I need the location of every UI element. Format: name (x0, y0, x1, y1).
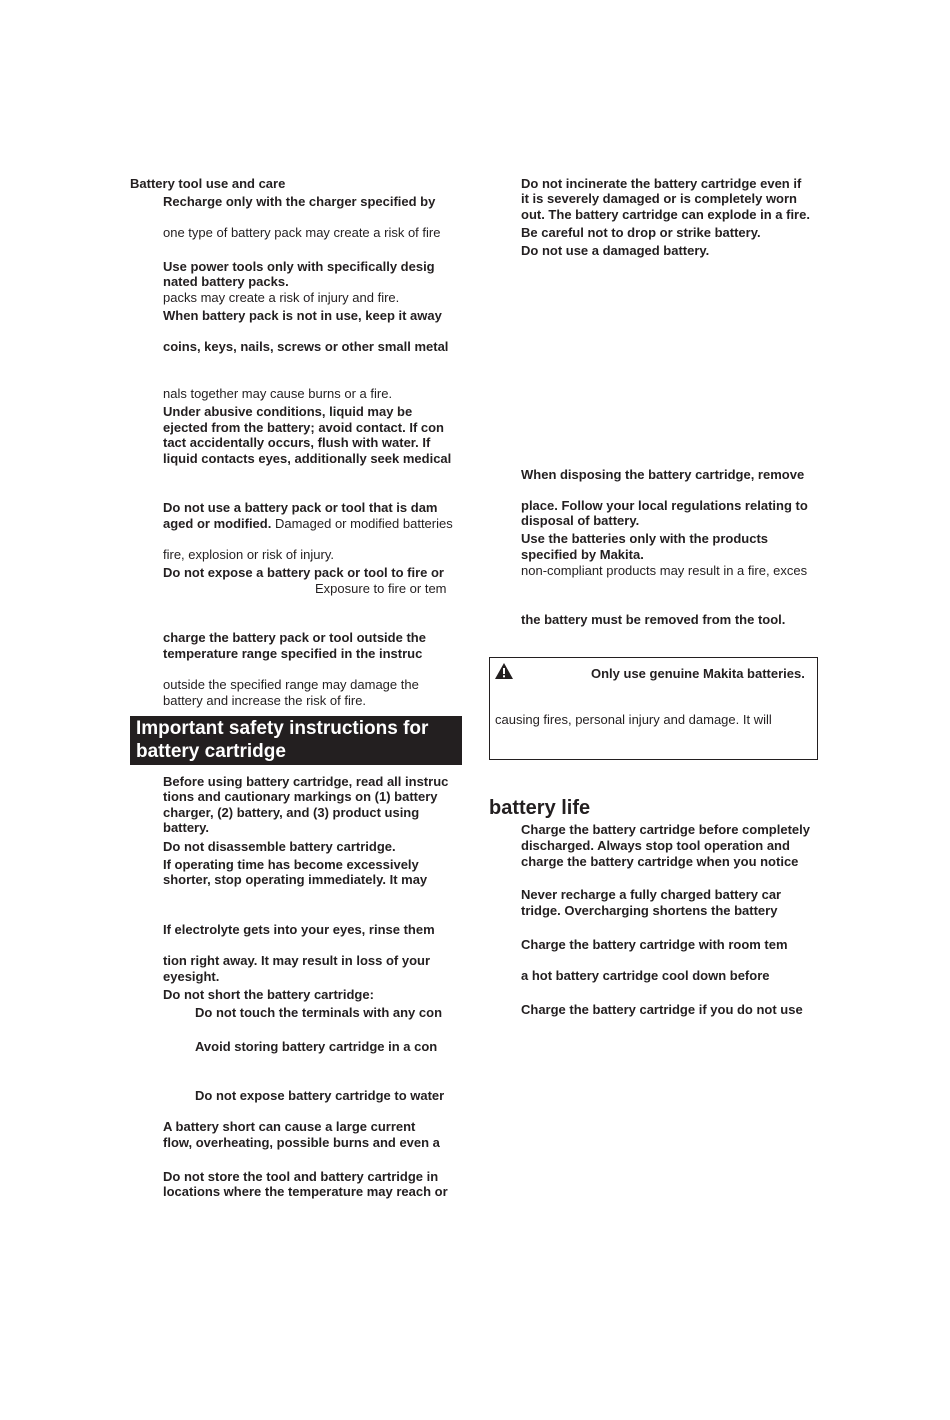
text-line: battery and increase the risk of fire. (163, 693, 367, 708)
text-line: Do not use a damaged battery. (521, 243, 710, 258)
text-line: battery. (163, 820, 209, 835)
text-line: charge the battery pack or tool outside the (163, 630, 426, 645)
text-line: Charge the battery cartridge if you do not use (521, 1002, 803, 1017)
text-line: When battery pack is not in use, keep it away (163, 308, 442, 323)
text-line: Exposure to fire or tem (315, 581, 447, 596)
text-line: Do not short the battery cartridge: (163, 987, 374, 1002)
text-line: Do not store the tool and battery cartridge in (163, 1169, 439, 1184)
text-line: Under abusive conditions, liquid may be (163, 404, 413, 419)
text-line: discharged. Always stop tool operation and (521, 838, 790, 853)
text-line: charger, (2) battery, and (3) product using (163, 805, 420, 820)
text-line: packs may create a risk of injury and fire. (163, 290, 400, 305)
text-line: a hot battery cartridge cool down before (521, 968, 770, 983)
text-line: Be careful not to drop or strike battery. (521, 225, 761, 240)
text-line: outside the specified range may damage the (163, 677, 419, 692)
section-heading-line2: battery cartridge (136, 741, 286, 762)
text-line: Use power tools only with specifically desig (163, 259, 435, 274)
text-line: it is severely damaged or is completely worn (521, 191, 797, 206)
text-line: ejected from the battery; avoid contact. If con (163, 420, 444, 435)
text-line: Do not touch the terminals with any con (195, 1005, 443, 1020)
text-line: Do not incinerate the battery cartridge even if (521, 176, 802, 191)
text-span-bold: aged or modified. (163, 516, 272, 531)
text-line: charge the battery cartridge when you notice (521, 854, 799, 869)
section-heading-bar (130, 716, 462, 765)
text-line: Do not expose battery cartridge to water (195, 1088, 445, 1103)
text-line: nated battery packs. (163, 274, 289, 289)
text-line: non-compliant products may result in a fire, exces (521, 563, 808, 578)
text-line: shorter, stop operating immediately. It may (163, 872, 428, 887)
text-line: the battery must be removed from the tool. (521, 612, 786, 627)
text-line: Charge the battery cartridge before completely (521, 822, 810, 837)
section-heading-line1: Important safety instructions for (136, 718, 429, 739)
text-line: Charge the battery cartridge with room tem (521, 937, 788, 952)
text-line: locations where the temperature may reach or (163, 1184, 448, 1199)
text-line: Avoid storing battery cartridge in a con (195, 1039, 438, 1054)
text-line: temperature range specified in the instruc (163, 646, 423, 661)
text-line: nals together may cause burns or a fire. (163, 386, 393, 401)
text-line: disposal of battery. (521, 513, 640, 528)
warning-text: causing fires, personal injury and damage. It will (495, 712, 772, 727)
text-line: one type of battery pack may create a risk of fire (163, 225, 441, 240)
text-line: Never recharge a fully charged battery car (521, 887, 782, 902)
text-line: tridge. Overcharging shortens the battery (521, 903, 778, 918)
text-line: coins, keys, nails, screws or other small metal (163, 339, 449, 354)
text-line: out. The battery cartridge can explode in a fire. (521, 207, 810, 222)
text-line: place. Follow your local regulations relating to (521, 498, 808, 513)
text-line: specified by Makita. (521, 547, 644, 562)
text-line: When disposing the battery cartridge, remove (521, 467, 805, 482)
text-span: Damaged or modified batteries (274, 516, 453, 531)
text-line (163, 516, 453, 531)
text-line: If electrolyte gets into your eyes, rinse them (163, 922, 435, 937)
warning-triangle-icon (494, 662, 514, 680)
text-line: tact accidentally occurs, flush with water. If (163, 435, 431, 450)
text-line: fire, explosion or risk of injury. (163, 547, 334, 562)
section-title-battery-life: battery life (489, 797, 591, 819)
text-line: Recharge only with the charger specified by (163, 194, 436, 209)
text-line: liquid contacts eyes, additionally seek medical (163, 451, 452, 466)
text-line: A battery short can cause a large current (163, 1119, 416, 1134)
text-line: Do not use a battery pack or tool that is dam (163, 500, 438, 515)
text-line: Do not expose a battery pack or tool to fire or (163, 565, 444, 580)
text-line: tion right away. It may result in loss of your (163, 953, 431, 968)
text-line: If operating time has become excessively (163, 857, 419, 872)
section-title-battery-tool-use: Battery tool use and care (130, 176, 286, 191)
warning-title: Only use genuine Makita batteries. (591, 666, 805, 681)
text-line: tions and cautionary markings on (1) battery (163, 789, 438, 804)
text-line: flow, overheating, possible burns and even a (163, 1135, 440, 1150)
text-line: Before using battery cartridge, read all instruc (163, 774, 449, 789)
text-line: eyesight. (163, 969, 220, 984)
text-line: Do not disassemble battery cartridge. (163, 839, 396, 854)
text-line: Use the batteries only with the products (521, 531, 769, 546)
